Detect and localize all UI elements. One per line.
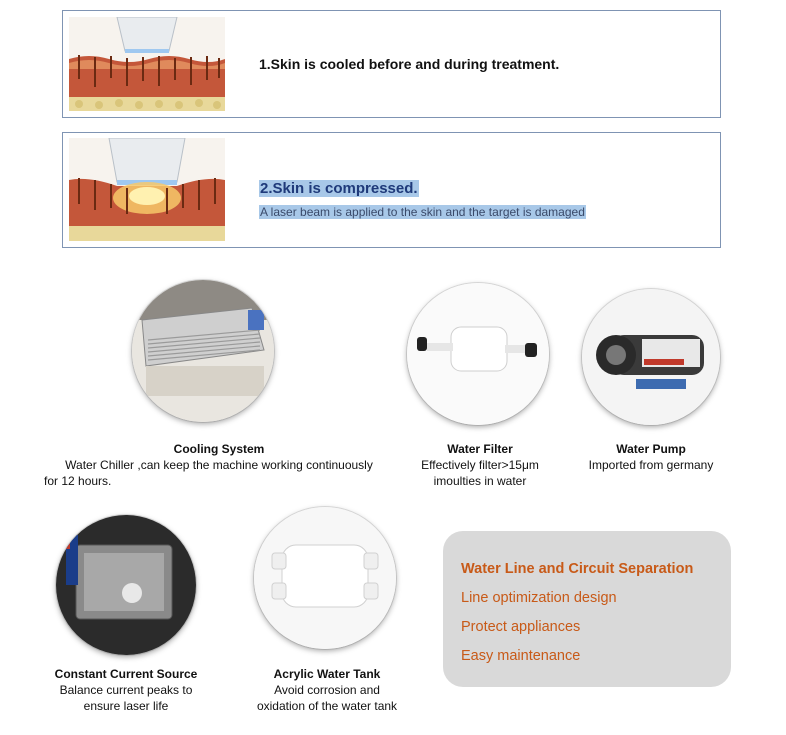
cooling-system-photo (132, 280, 274, 422)
cooling-system-caption (44, 441, 394, 489)
acrylic-water-tank-title: Acrylic Water Tank (273, 667, 381, 681)
skin-compression-illustration (69, 138, 225, 241)
constant-current-source-caption (40, 666, 212, 714)
water-filter-photo (407, 283, 549, 425)
water-filter-line2: imoulties in water (433, 474, 527, 488)
step-2-panel (62, 132, 721, 248)
step-1-panel (62, 10, 721, 118)
acrylic-water-tank-line1: Avoid corrosion and (274, 683, 380, 697)
skin-cooling-illustration (69, 17, 225, 111)
constant-current-source-line1: Balance current peaks to (59, 683, 193, 697)
feature-panel (443, 531, 731, 687)
cooling-system-line2: for 12 hours. (44, 474, 112, 488)
step-1-title: 1.Skin is cooled before and during treatment. (259, 56, 560, 72)
constant-current-source-title: Constant Current Source (54, 667, 198, 681)
cooling-system-title: Cooling System (173, 442, 265, 456)
acrylic-water-tank-line2: oxidation of the water tank (256, 699, 398, 713)
constant-current-source-photo (56, 515, 196, 655)
step-2-title: 2.Skin is compressed. (260, 180, 418, 197)
acrylic-water-tank-caption (242, 666, 412, 714)
water-pump-title: Water Pump (616, 442, 686, 456)
feature-heading: Water Line and Circuit Separation (461, 561, 694, 577)
constant-current-source-line2: ensure laser life (83, 699, 169, 713)
feature-item: Protect appliances (461, 619, 581, 635)
step-2-description: A laser beam is applied to the skin and the target is damaged (260, 205, 585, 219)
feature-item: Easy maintenance (461, 648, 581, 664)
water-filter-line1: Effectively filter>15μm (421, 458, 539, 472)
cooling-system-line1: Water Chiller ,can keep the machine working continuously (65, 458, 373, 472)
feature-item: Line optimization design (461, 590, 617, 606)
acrylic-water-tank-photo (254, 507, 396, 649)
water-filter-caption (400, 441, 560, 489)
water-pump-photo (582, 289, 720, 425)
water-filter-title: Water Filter (447, 442, 513, 456)
water-pump-caption (572, 441, 730, 473)
water-pump-line1: Imported from germany (588, 458, 714, 472)
